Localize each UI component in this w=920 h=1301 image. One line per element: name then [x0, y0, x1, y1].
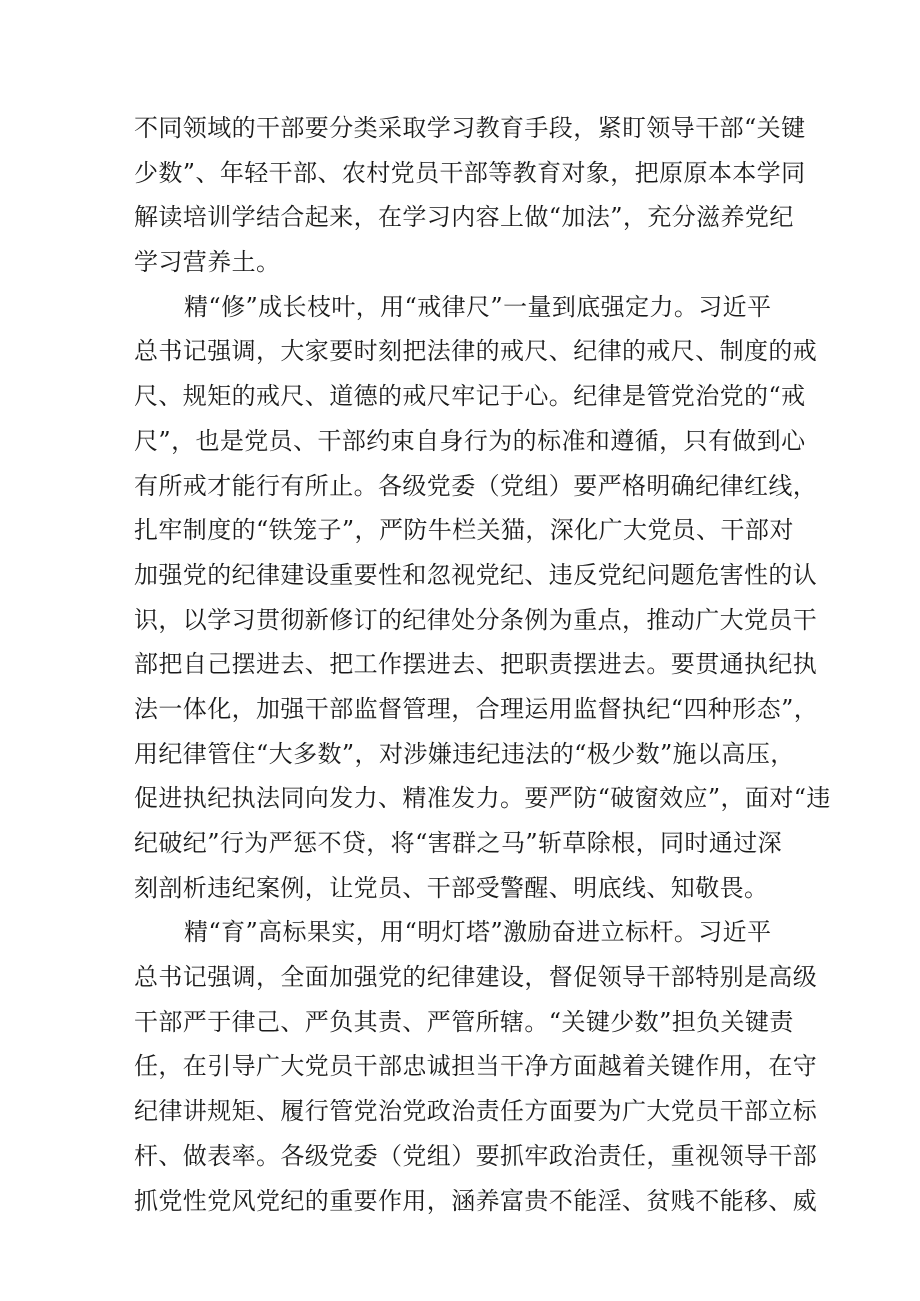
text-line: 纪破纪”行为严惩不贷，将“害群之马”斩草除根，同时通过深 [134, 829, 783, 857]
text-line: 纪律讲规矩、履行管党治党政治责任方面要为广大党员干部立标 [134, 1097, 818, 1126]
paragraph [134, 910, 818, 1223]
paragraph [134, 285, 831, 911]
text-line: 学习营养土。 [134, 248, 281, 277]
text-line: 干部严于律己、严负其责、严管所辖。“关键少数”担负关键责 [134, 1007, 794, 1036]
text-line: 扎牢制度的“铁笼子”，严防牛栏关猫，深化广大党员、干部对 [134, 516, 794, 545]
text-line: 精“育”高标果实，用“明灯塔”激励奋进立标杆。习近平 [184, 918, 772, 947]
text-line: 有所戒才能行有所止。各级党委（党组）要严格明确纪律红线， [134, 471, 818, 500]
text-line: 解读培训学结合起来，在学习内容上做“加法”，充分滋养党纪 [134, 203, 794, 232]
text-line: 尺、规矩的戒尺、道德的戒尺牢记于心。纪律是管党治党的“戒 [134, 382, 806, 411]
text-line: 用纪律管住“大多数”，对涉嫌违纪违法的“极少数”施以高压， [134, 739, 795, 768]
text-line: 杆、做表率。各级党委（党组）要抓牢政治责任，重视领导干部 [134, 1141, 818, 1170]
text-line: 总书记强调，大家要时刻把法律的戒尺、纪律的戒尺、制度的戒 [134, 337, 818, 366]
text-line: 法一体化，加强干部监督管理，合理运用监督执纪“四种形态”， [134, 694, 819, 723]
text-line: 部把自己摆进去、把工作摆进去、把职责摆进去。要贯通执纪执 [134, 650, 818, 679]
text-line: 不同领域的干部要分类采取学习教育手段，紧盯领导干部“关键 [134, 114, 806, 142]
text-line: 刻剖析违纪案例，让党员、干部受警醒、明底线、知敬畏。 [134, 873, 769, 902]
text-line: 少数”、年轻干部、农村党员干部等教育对象，把原原本本学同 [134, 158, 806, 187]
text-line: 抓党性党风党纪的重要作用，涵养富贵不能淫、贫贱不能移、威 [134, 1186, 818, 1215]
text-line: 总书记强调，全面加强党的纪律建设，督促领导干部特别是高级 [134, 963, 818, 992]
text-line: 精“修”成长枝叶，用“戒律尺”一量到底强定力。习近平 [184, 292, 772, 321]
text-line: 尺”，也是党员、干部约束自身行为的标准和遵循，只有做到心 [134, 426, 806, 455]
document-body [134, 106, 831, 1223]
text-line: 任，在引导广大党员干部忠诚担当干净方面越着关键作用，在守 [134, 1052, 818, 1081]
text-line: 加强党的纪律建设重要性和忽视党纪、违反党纪问题危害性的认 [134, 560, 818, 589]
text-line: 促进执纪执法同向发力、精准发力。要严防“破窗效应”，面对“违 [134, 784, 831, 813]
paragraph [134, 106, 806, 285]
text-line: 识，以学习贯彻新修订的纪律处分条例为重点，推动广大党员干 [134, 605, 818, 634]
